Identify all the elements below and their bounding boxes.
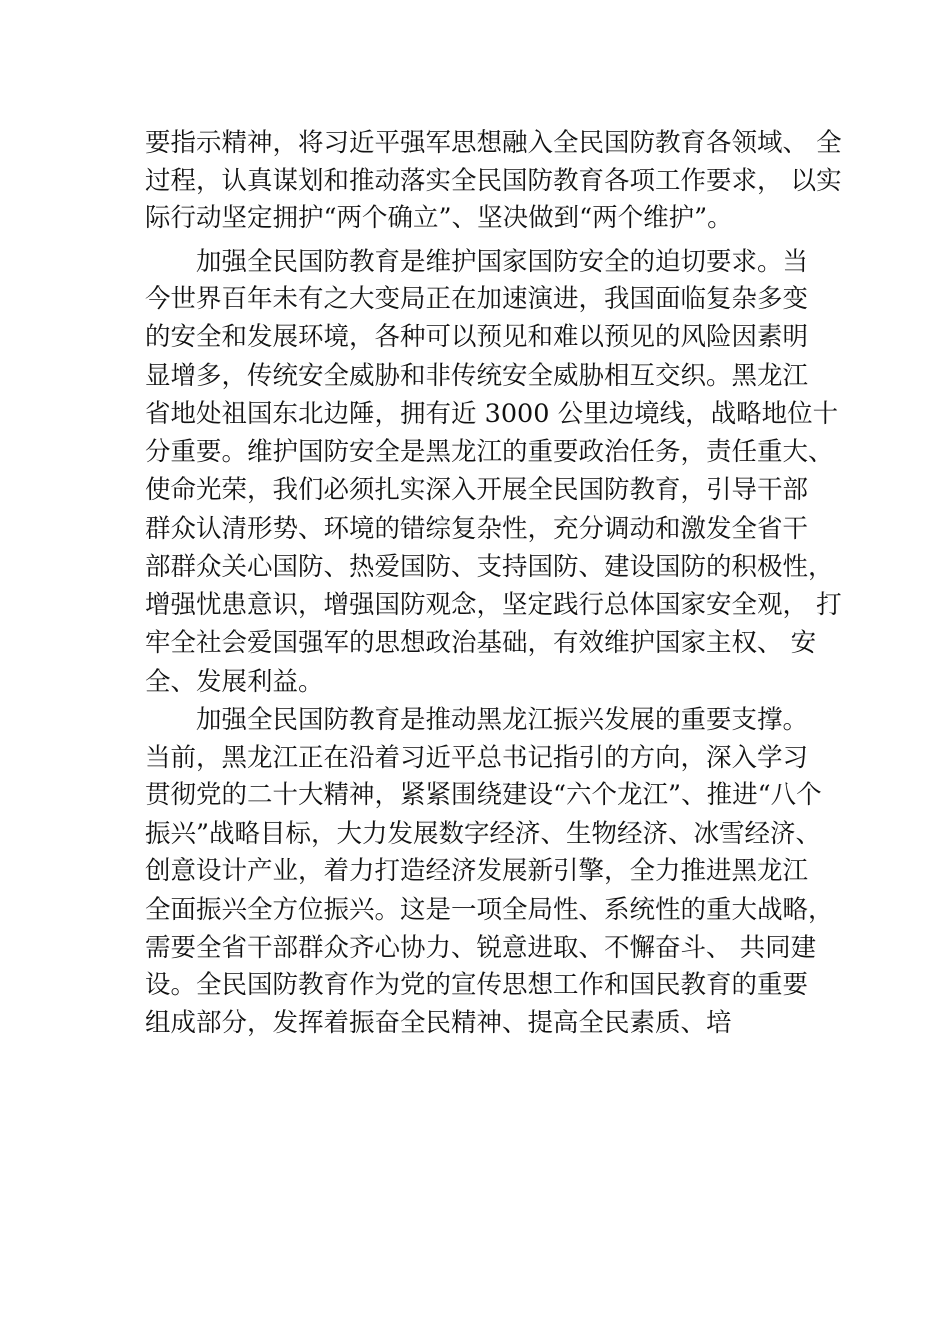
text-line: 全面振兴全方位振兴。这是一项全局性、系统性的重大战略， [145,895,834,925]
text-line: 贯彻党的二十大精神，紧紧围绕建设“六个龙江”、推进“八个 [145,780,822,810]
text-line: 省地处祖国东北边陲，拥有近 3000 公里边境线，战略地位十 [145,399,839,429]
text-line: 群众认清形势、环境的错综复杂性，充分调动和激发全省干 [145,514,809,544]
text-line: 设。全民国防教育作为党的宣传思想工作和国民教育的重要 [145,970,809,1000]
text-line: 际行动坚定拥护“两个确立”、坚决做到“两个维护”。 [145,203,733,233]
text-line: 创意设计产业，着力打造经济发展新引擎，全力推进黑龙江 [145,856,809,886]
text-line: 今世界百年未有之大变局正在加速演进，我国面临复杂多变 [145,284,809,314]
text-line: 振兴”战略目标，大力发展数字经济、生物经济、冰雪经济、 [145,819,822,849]
text-line: 的安全和发展环境，各种可以预见和难以预见的风险因素明 [145,322,809,352]
paragraph-start-line: 加强全民国防教育是维护国家国防安全的迫切要求。当 [196,247,809,277]
text-line: 当前，黑龙江正在沿着习近平总书记指引的方向，深入学习 [145,743,809,773]
text-line: 显增多，传统安全威胁和非传统安全威胁相互交织。黑龙江 [145,361,809,391]
text-line: 全、发展利益。 [145,667,324,697]
text-line: 需要全省干部群众齐心协力、锐意进取、不懈奋斗、 共同建 [145,933,817,963]
text-line: 使命光荣，我们必须扎实深入开展全民国防教育，引导干部 [145,475,809,505]
text-line: 部群众关心国防、热爱国防、支持国防、建设国防的积极性， [145,552,834,582]
text-line: 要指示精神，将习近平强军思想融入全民国防教育各领域、 全 [145,128,842,158]
text-line: 分重要。维护国防安全是黑龙江的重要政治任务，责任重大、 [145,437,834,467]
text-line: 增强忧患意识，增强国防观念，坚定践行总体国家安全观， 打 [145,590,842,620]
paragraph-start-line: 加强全民国防教育是推动黑龙江振兴发展的重要支撑。 [196,705,809,735]
text-line: 牢全社会爱国强军的思想政治基础，有效维护国家主权、 安 [145,628,817,658]
text-line: 过程，认真谋划和推动落实全民国防教育各项工作要求， 以实 [145,166,842,196]
text-line: 组成部分，发挥着振奋全民精神、提高全民素质、培 [145,1008,732,1038]
